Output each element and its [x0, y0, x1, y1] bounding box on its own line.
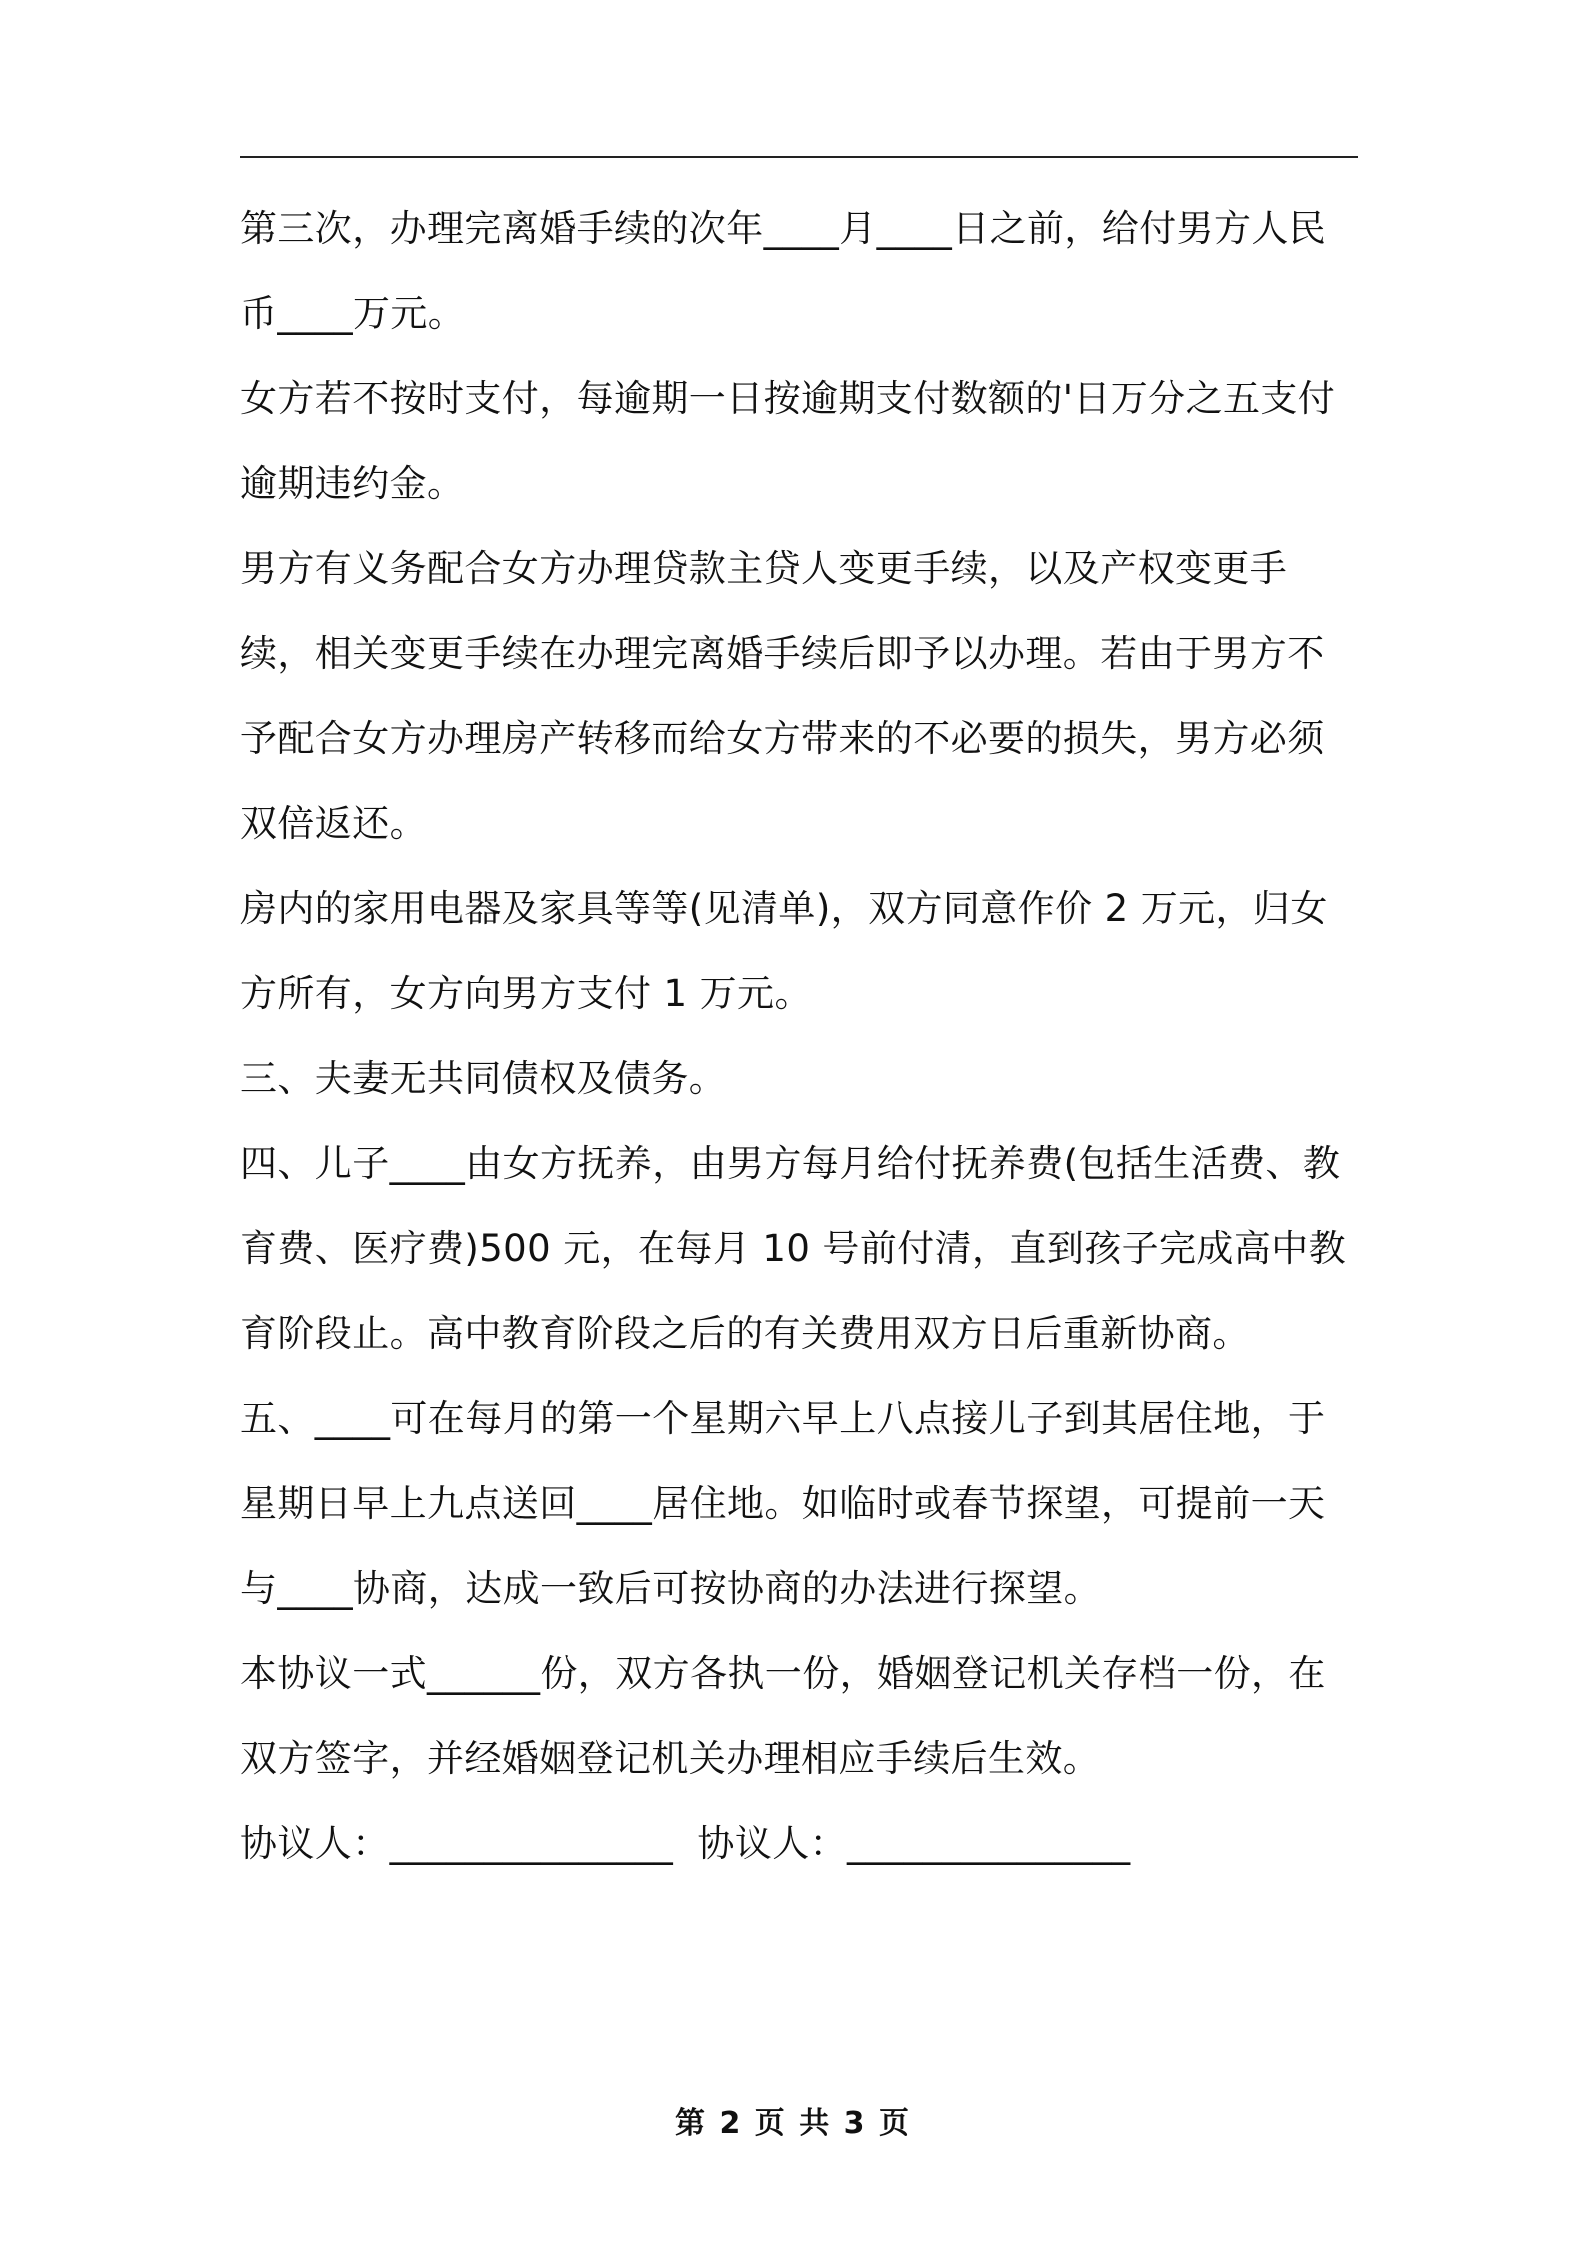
- paragraph-payment-third: 第三次，办理完离婚手续的次年____月____日之前，给付男方人民币____万元。: [240, 207, 1327, 335]
- document-body: [240, 186, 1360, 1886]
- paragraph-section-three: 三、夫妻无共同债权及债务。: [240, 1057, 727, 1100]
- paragraph-late-penalty: 女方若不按时支付，每逾期一日按逾期支付数额的'日万分之五支付逾期违约金。: [240, 377, 1336, 505]
- paragraph-copies: 本协议一式______份，双方各执一份，婚姻登记机关存档一份，在双方签字，并经婚姻登记机关办理相应手续后生效。: [240, 1652, 1326, 1780]
- paragraph-section-five: 五、____可在每月的第一个星期六早上八点接儿子到其居住地，于星期日早上九点送回____居住地。如临时或春节探望，可提前一天与____协商，达成一致后可按协商的办法进行探望。: [240, 1397, 1326, 1610]
- paragraph-loan-transfer: 男方有义务配合女方办理贷款主贷人变更手续，以及产权变更手续，相关变更手续在办理完离婚手续后即予以办理。若由于男方不予配合女方办理房产转移而给女方带来的不必要的损失，男方必须双倍返还。: [240, 547, 1325, 845]
- paragraph-section-four: 四、儿子____由女方抚养，由男方每月给付抚养费(包括生活费、教育费、医疗费)500 元，在每月 10 号前付清，直到孩子完成高中教育阶段止。高中教育阶段之后的有关费用双方日后重新协商。: [240, 1142, 1347, 1355]
- header-rule: [240, 156, 1358, 158]
- signature-line: 协议人：_______________ 协议人：_______________: [240, 1822, 1131, 1865]
- page-number: 第 2 页 共 3 页: [675, 2106, 911, 2141]
- paragraph-appliances: 房内的家用电器及家具等等(见清单)，双方同意作价 2 万元，归女方所有，女方向男方支付 1 万元。: [240, 887, 1328, 1015]
